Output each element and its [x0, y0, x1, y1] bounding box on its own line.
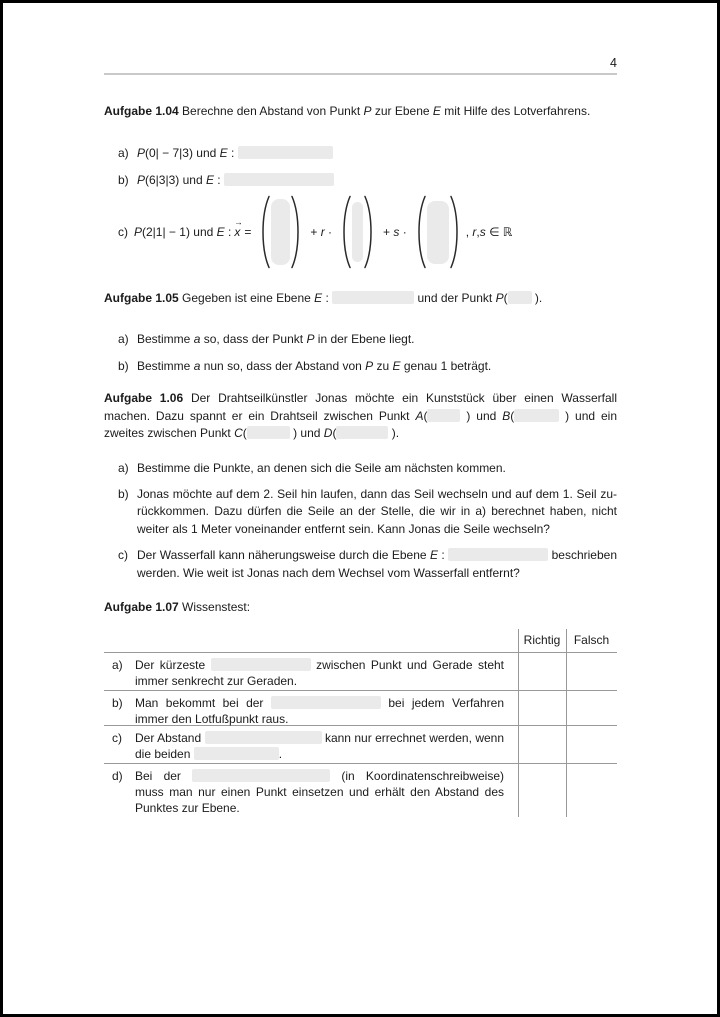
- text-run: :: [227, 146, 238, 161]
- table-header-row: [104, 629, 617, 653]
- row-marker: c): [112, 730, 122, 745]
- text-run: so, dass der Punkt: [200, 331, 307, 346]
- text-run: ,: [465, 225, 473, 240]
- text-run: zu: [373, 359, 393, 374]
- exercise-1-05-label: Aufgabe 1.05: [104, 291, 179, 306]
- text-run: (: [242, 426, 247, 441]
- vector-x-letter: x: [234, 225, 241, 240]
- item-b-text: [137, 487, 617, 536]
- text-run: P: [137, 172, 146, 187]
- plus-s-operator: [383, 225, 407, 239]
- matrix-support-vector: [258, 194, 303, 270]
- quiz-table: [104, 629, 617, 817]
- redacted-text: [508, 291, 532, 304]
- text-run: ) und: [460, 408, 503, 423]
- redacted-text: [224, 173, 334, 186]
- text-run: s: [479, 225, 486, 240]
- redacted-matrix-entries: [352, 202, 363, 262]
- exercise-1-05-heading: [104, 290, 617, 307]
- text-run: und der Punkt: [414, 291, 496, 306]
- text-run: beschrieben werden. Wie weit ist Jonas nach dem Wechsel vom Wasserfall entfernt?: [137, 548, 617, 580]
- table-row: [104, 653, 617, 691]
- vector-x-symbol: [234, 217, 242, 240]
- list-marker-a: a): [118, 331, 129, 346]
- text-run: Der Abstand: [135, 730, 205, 745]
- exercise-1-04-heading: [104, 103, 617, 120]
- page-number: 4: [610, 56, 617, 70]
- exercise-1-04-intro: [179, 104, 591, 118]
- falsch-answer-cell: [566, 653, 617, 690]
- text-run: P: [365, 359, 374, 374]
- redacted-text: [448, 548, 548, 561]
- text-run: P: [137, 146, 146, 161]
- statement-cell: [104, 726, 518, 763]
- text-run: (6|3|3) und: [145, 172, 206, 187]
- text-run: ) und: [289, 426, 324, 441]
- text-run: E: [219, 146, 228, 161]
- text-run: (: [510, 408, 515, 423]
- redacted-text: [514, 409, 559, 422]
- text-run: bei jedem Verfahren immer den Lotfußpunkt raus.: [135, 695, 504, 726]
- text-run: ·: [399, 225, 407, 240]
- vector-arrow-icon: →: [234, 217, 242, 228]
- richtig-answer-cell: [518, 764, 566, 817]
- text-run: C: [234, 426, 243, 441]
- redacted-text: [205, 731, 322, 744]
- row-marker: b): [112, 695, 123, 710]
- list-marker-c: c): [118, 548, 128, 563]
- text-run: P: [134, 225, 143, 240]
- text-run: ∈ ℝ: [485, 225, 513, 240]
- text-run: P: [363, 104, 372, 118]
- text-run: Bestimme: [137, 359, 194, 374]
- text-run: Der kürzeste: [135, 657, 211, 672]
- statement-cell: [104, 764, 518, 817]
- text-run: (in Koordinatenschreibweise) muss man nur einen Punkt einsetzen und erhält den Abstand des Punktes zur Ebene.: [135, 768, 504, 815]
- text-run: ,: [476, 225, 480, 240]
- text-run: r: [320, 225, 325, 240]
- exercise-1-07-intro: Wissenstest:: [178, 600, 251, 615]
- text-run: D: [323, 426, 333, 441]
- text-run: :: [213, 172, 224, 187]
- exercise-1-06-heading: [104, 390, 617, 442]
- text-run: Gegeben ist eine Ebene: [178, 291, 315, 306]
- right-paren-icon: [363, 194, 376, 270]
- statement-cell: [104, 653, 518, 690]
- exercise-1-04-item-c: [104, 193, 617, 271]
- row-marker: d): [112, 768, 123, 783]
- redacted-text: [332, 291, 414, 304]
- text-run: E: [216, 225, 225, 240]
- exercise-1-04-item-a: [104, 145, 617, 162]
- list-marker-a: a): [118, 460, 129, 475]
- item-b-text: [137, 173, 334, 187]
- redacted-text: [238, 146, 333, 159]
- text-run: in der Ebene liegt.: [314, 331, 415, 346]
- list-marker-b: b): [118, 487, 129, 502]
- redacted-text: [192, 769, 330, 782]
- text-run: (0| − 7|3) und: [145, 146, 220, 161]
- text-run: (: [332, 426, 337, 441]
- text-run: Man bekommt bei der: [135, 695, 271, 710]
- text-run: ).: [531, 291, 543, 306]
- redacted-text: [211, 658, 311, 671]
- statement-text: [135, 696, 504, 726]
- text-run: zwischen Punkt und Gerade steht immer senkrecht zur Geraden.: [135, 657, 504, 688]
- text-run: (: [423, 408, 428, 423]
- redacted-matrix-entries: [427, 201, 449, 264]
- text-run: r: [472, 225, 477, 240]
- table-column-divider: [518, 629, 519, 817]
- text-run: Bestimme die Punkte, an denen sich die Seile am nächsten kommen.: [137, 460, 506, 475]
- text-run: genau 1 beträgt.: [400, 359, 492, 374]
- statement-text: [135, 658, 504, 688]
- header-falsch: Falsch: [573, 632, 610, 647]
- row-marker: a): [112, 657, 123, 672]
- right-paren-icon: [290, 194, 303, 270]
- redacted-text: [427, 409, 460, 422]
- exercise-1-04-label: Aufgabe 1.04: [104, 104, 179, 118]
- exercise-1-06-label: Aufgabe 1.06: [104, 391, 184, 406]
- item-a-text: [137, 146, 333, 160]
- redacted-matrix-entries: [271, 199, 290, 265]
- table-row: [104, 691, 617, 726]
- item-a-text: [137, 332, 415, 346]
- redacted-text: [194, 747, 279, 760]
- item-c-text: [137, 548, 617, 579]
- right-paren-icon: [449, 194, 462, 270]
- richtig-answer-cell: [518, 691, 566, 725]
- text-run: E: [314, 291, 323, 306]
- redacted-text: [336, 426, 388, 439]
- text-run: +: [310, 225, 321, 240]
- text-run: Bei der: [135, 768, 193, 783]
- list-marker-b: b): [118, 172, 129, 187]
- item-b-text: [137, 359, 491, 373]
- text-run: mit Hilfe des Lotverfahrens.: [440, 104, 591, 118]
- text-run: (: [503, 291, 508, 306]
- plus-r-operator: [310, 225, 332, 239]
- text-run: E: [429, 548, 438, 563]
- text-run: a: [193, 359, 201, 374]
- header-rule: [104, 73, 617, 75]
- text-run: :: [224, 225, 232, 240]
- header-richtig: Richtig: [523, 632, 561, 647]
- text-run: kann nur errechnet werden, wenn die beiden: [135, 730, 505, 761]
- equals-sign: =: [244, 225, 252, 240]
- text-run: :: [438, 548, 449, 563]
- text-run: Bestimme: [137, 331, 194, 346]
- left-paren-icon: [414, 194, 427, 270]
- falsch-answer-cell: [566, 691, 617, 725]
- exercise-1-06-item-c: [104, 547, 617, 582]
- list-marker-c: c): [118, 225, 128, 240]
- richtig-answer-cell: [518, 726, 566, 763]
- page-content: [104, 56, 617, 817]
- text-run: (2|1| − 1) und: [142, 225, 217, 240]
- text-run: zur Ebene: [371, 104, 433, 118]
- text-run: ).: [388, 426, 400, 441]
- exercise-1-07-label: Aufgabe 1.07: [104, 600, 179, 615]
- left-paren-icon: [339, 194, 352, 270]
- redacted-text: [271, 696, 381, 709]
- text-run: E: [432, 104, 441, 118]
- text-run: P: [495, 291, 504, 306]
- statement-text: [135, 731, 504, 761]
- text-run: s: [393, 225, 400, 240]
- text-run: Jonas möchte auf dem 2. Seil hin laufen, dann das Seil wechseln und auf dem 1. Seil zurückkommen. Dazu dürfen die Seile an der Stelle, die wir in a) berechnet haben, nicht weiter als 1 Meter voneinander entfernt sein. Kann Jonas die Seile wechseln?: [137, 487, 617, 536]
- text-run: E: [392, 359, 401, 374]
- text-run: E: [205, 172, 214, 187]
- falsch-answer-cell: [566, 764, 617, 817]
- text-run: A: [415, 408, 424, 423]
- text-run: ·: [324, 225, 333, 240]
- matrix-direction-vector-1: [339, 194, 376, 270]
- text-run: .: [278, 746, 283, 761]
- list-marker-b: b): [118, 359, 129, 374]
- table-row: [104, 764, 617, 817]
- header-spacer: [104, 629, 518, 652]
- text-run: nun so, dass der Abstand von: [200, 359, 366, 374]
- table-column-divider: [566, 629, 567, 817]
- text-run: +: [383, 225, 394, 240]
- text-run: P: [306, 331, 315, 346]
- exercise-1-05-item-a: [104, 331, 617, 348]
- statement-cell: [104, 691, 518, 725]
- text-run: :: [322, 291, 333, 306]
- text-run: Der Drahtseilkünstler Jonas möchte ein Kunststück über einen Wasserfall machen. Dazu spannt er ein Drahtseil zwischen Punkt: [104, 391, 617, 423]
- rs-in-reals: [466, 225, 513, 239]
- text-run: a: [193, 331, 201, 346]
- redacted-text: [247, 426, 290, 439]
- text-run: B: [502, 408, 511, 423]
- exercise-1-05-item-b: [104, 358, 617, 375]
- text-run: Der Wasserfall kann näherungsweise durch die Ebene: [137, 548, 430, 563]
- richtig-answer-cell: [518, 653, 566, 690]
- item-c-prefix: [134, 225, 231, 239]
- matrix-direction-vector-2: [414, 194, 462, 270]
- left-paren-icon: [258, 194, 271, 270]
- item-a-text: [137, 461, 506, 475]
- table-row: [104, 726, 617, 764]
- exercise-1-06-item-a: [104, 460, 617, 477]
- list-marker-a: a): [118, 146, 129, 161]
- exercise-1-06-item-b: [104, 486, 617, 538]
- exercise-1-05-intro: [179, 291, 543, 305]
- statement-text: [135, 769, 504, 815]
- falsch-answer-cell: [566, 726, 617, 763]
- text-run: ) und ein zweites zwischen Punkt: [104, 408, 617, 441]
- text-run: Berechne den Abstand von Punkt: [178, 104, 364, 118]
- exercise-1-07-heading: [104, 599, 617, 616]
- exercise-1-04-item-b: [104, 172, 617, 189]
